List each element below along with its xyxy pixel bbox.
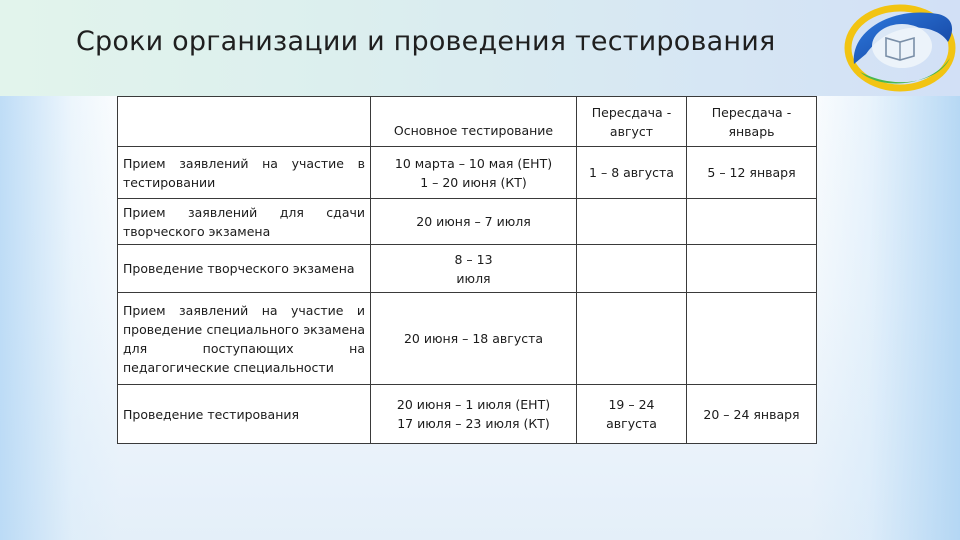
row-label: Прием заявлений для сдачи творческого экзамена: [118, 199, 371, 245]
main-testing-cell: [371, 245, 577, 293]
row-label: Проведение тестирования: [118, 385, 371, 444]
main-testing-line: 20 июня – 1 июля (ЕНТ): [396, 397, 551, 412]
retake-january-cell: 5 – 12 января: [687, 147, 817, 199]
page-title: Сроки организации и проведения тестирования: [76, 26, 776, 57]
main-testing-cell: [371, 147, 577, 199]
row-label: Проведение творческого экзамена: [118, 245, 371, 293]
background-glow-right: [810, 96, 960, 540]
main-testing-line: 8 – 13: [454, 251, 493, 267]
retake-january-cell: [687, 245, 817, 293]
header-retake-january: [687, 97, 817, 147]
header-empty-cell: [118, 97, 371, 147]
main-testing-line: июля: [456, 270, 491, 286]
retake-january-cell: 20 – 24 января: [687, 385, 817, 444]
retake-january-cell: [687, 199, 817, 245]
table-header-row: [118, 97, 817, 147]
main-testing-line: 10 марта – 10 мая (ЕНТ): [394, 155, 553, 171]
main-testing-cell: [371, 385, 577, 444]
table-row: [118, 385, 817, 444]
retake-august-cell: [577, 199, 687, 245]
row-label: Прием заявлений на участие и проведение специального экзамена для поступающих на педагогические специальности: [118, 293, 371, 385]
header-main-testing: Основное тестирование: [371, 97, 577, 147]
logo: [840, 2, 958, 94]
header-retake-january-text: Пересдача - январь: [711, 104, 792, 139]
retake-august-cell: [577, 293, 687, 385]
row-label: Прием заявлений на участие в тестировании: [118, 147, 371, 199]
retake-august-cell: 19 – 24 августа: [577, 385, 687, 444]
retake-january-cell: [687, 293, 817, 385]
schedule-table: [117, 96, 817, 444]
book-logo-icon: [840, 2, 958, 94]
retake-august-cell: 1 – 8 августа: [577, 147, 687, 199]
table-row: [118, 199, 817, 245]
main-testing-cell: 20 июня – 18 августа: [371, 293, 577, 385]
table-row: [118, 245, 817, 293]
main-testing-line: 17 июля – 23 июля (КТ): [397, 416, 550, 431]
background-glow-left: [0, 96, 120, 540]
main-testing-line: 1 – 20 июня (КТ): [420, 174, 527, 190]
header-retake-august-text: Пересдача - август: [591, 104, 672, 139]
retake-august-cell: [577, 245, 687, 293]
main-testing-cell: 20 июня – 7 июля: [371, 199, 577, 245]
table-row: [118, 293, 817, 385]
table-row: [118, 147, 817, 199]
header-retake-august: [577, 97, 687, 147]
